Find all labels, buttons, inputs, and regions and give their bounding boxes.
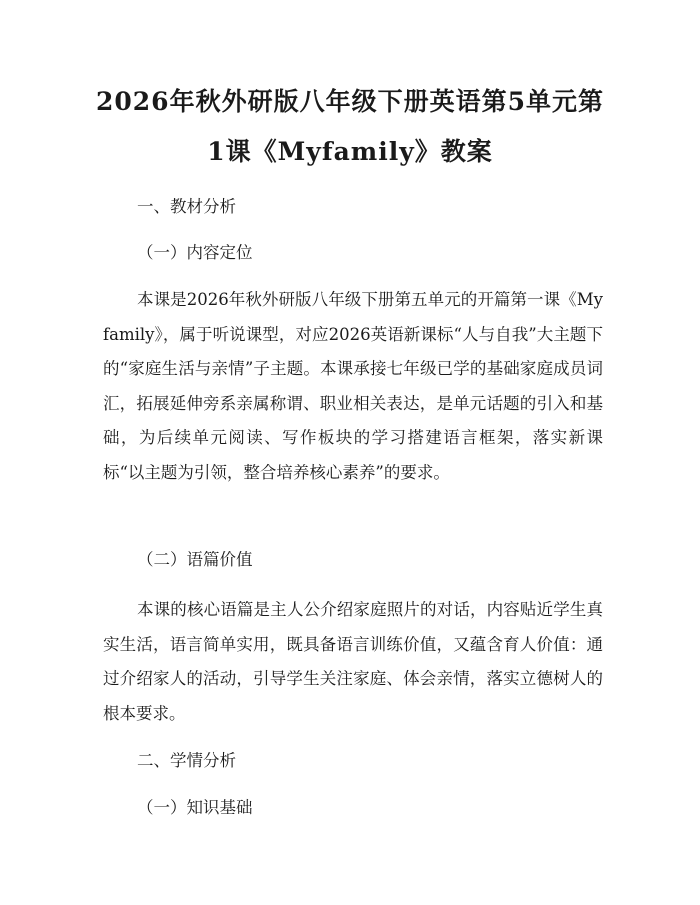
subsection-heading-content-positioning: （一）内容定位: [137, 243, 253, 262]
document-title-line2: 1课《Myfamily》教案: [207, 137, 493, 166]
subsection-heading-discourse-value: （二）语篇价值: [137, 550, 253, 569]
subsection-heading-knowledge-base: （一）知识基础: [137, 798, 253, 817]
document-title-line1: 2026年秋外研版八年级下册英语第5单元第: [96, 87, 604, 116]
paragraph-content-positioning: 本课是2026年秋外研版八年级下册第五单元的开篇第一课《My family》，属于听说课型，对应2026英语新课标“人与自我”大主题下的“家庭生活与亲情”子主题。本课承接七年级已学的基础家庭成员词汇，拓展延伸旁系亲属称谓、职业相关表达，是单元话题的引入和基础，为后续单元阅读、写作板块的学习搭建语言框架，落实新课标“以主题为引领，整合培养核心素养”的要求。: [103, 290, 603, 482]
section-heading-learner-analysis: 二、学情分析: [137, 751, 236, 770]
paragraph-discourse-value: 本课的核心语篇是主人公介绍家庭照片的对话，内容贴近学生真实生活，语言简单实用，既具备语言训练价值，又蕴含育人价值：通过介绍家人的活动，引导学生关注家庭、体会亲情，落实立德树人的根本要求。: [103, 600, 603, 723]
section-heading-textbook-analysis: 一、教材分析: [137, 197, 236, 216]
